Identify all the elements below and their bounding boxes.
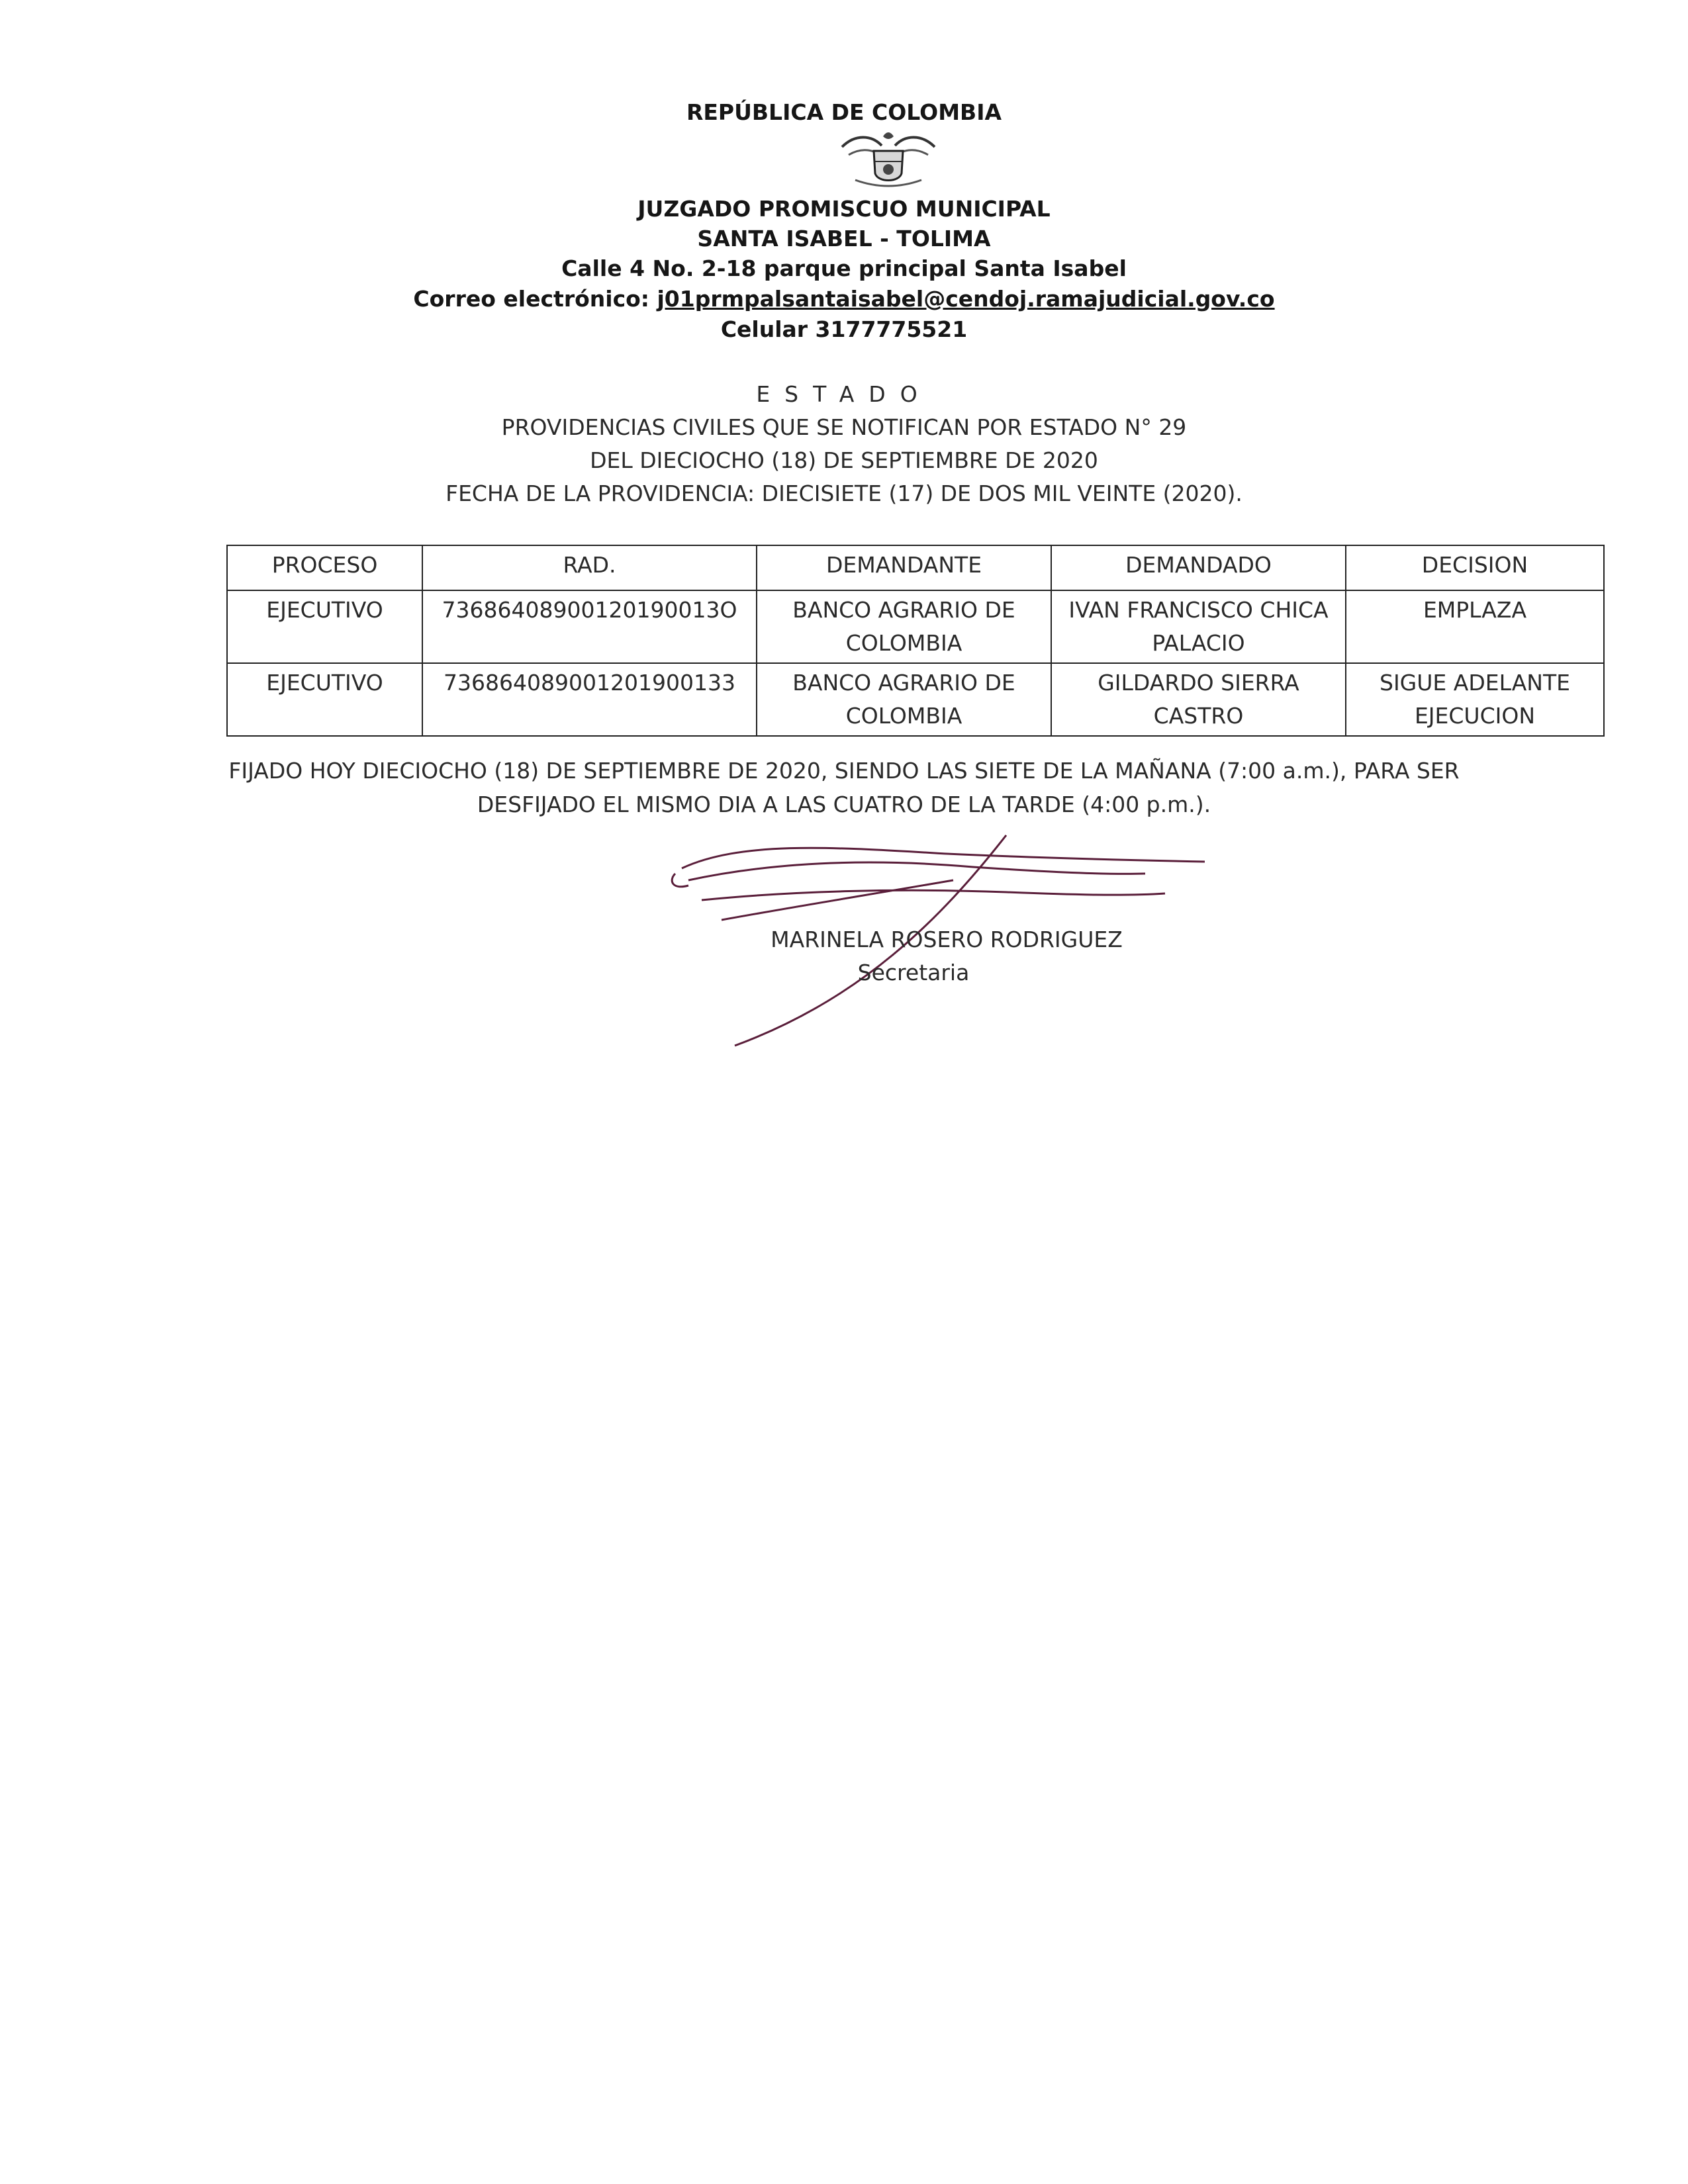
court-phone: Celular 3177775521 xyxy=(720,316,968,342)
court-name: JUZGADO PROMISCUO MUNICIPAL xyxy=(637,196,1051,222)
cell-proceso: EJECUTIVO xyxy=(227,590,422,663)
estado-title: ESTADO xyxy=(756,381,932,407)
email-label: Correo electrónico: xyxy=(413,286,657,312)
notification-table xyxy=(226,545,1605,737)
table-row xyxy=(227,590,1604,663)
country-title: REPÚBLICA DE COLOMBIA xyxy=(686,99,1002,125)
coat-of-arms-icon xyxy=(835,127,941,193)
estado-line-1: PROVIDENCIAS CIVILES QUE SE NOTIFICAN POR ESTADO N° 29 xyxy=(501,414,1187,440)
court-address: Calle 4 No. 2-18 parque principal Santa Isabel xyxy=(561,255,1127,281)
cell-decision: SIGUE ADELANTE EJECUCION xyxy=(1346,663,1604,736)
column-header-demandante: DEMANDANTE xyxy=(757,545,1051,590)
fijado-line-2: DESFIJADO EL MISMO DIA A LAS CUATRO DE LA TARDE (4:00 p.m.). xyxy=(477,792,1211,817)
fijado-line-1: FIJADO HOY DIECIOCHO (18) DE SEPTIEMBRE DE 2020, SIENDO LAS SIETE DE LA MAÑANA (7:00 a.m.), PARA SER xyxy=(228,758,1460,784)
table-header-row xyxy=(227,545,1604,590)
cell-demandante: BANCO AGRARIO DE COLOMBIA xyxy=(757,663,1051,736)
cell-demandado: GILDARDO SIERRA CASTRO xyxy=(1051,663,1346,736)
table-row xyxy=(227,663,1604,736)
court-city: SANTA ISABEL - TOLIMA xyxy=(697,226,991,251)
email-line xyxy=(0,286,1688,312)
cell-rad: 736864089001201900133 xyxy=(422,663,757,736)
column-header-rad: RAD. xyxy=(422,545,757,590)
cell-rad: 73686408900120190013O xyxy=(422,590,757,663)
cell-proceso: EJECUTIVO xyxy=(227,663,422,736)
estado-line-2: DEL DIECIOCHO (18) DE SEPTIEMBRE DE 2020 xyxy=(590,447,1098,473)
column-header-demandado: DEMANDADO xyxy=(1051,545,1346,590)
cell-decision: EMPLAZA xyxy=(1346,590,1604,663)
estado-line-3: FECHA DE LA PROVIDENCIA: DIECISIETE (17) DE DOS MIL VEINTE (2020). xyxy=(445,480,1243,506)
signer-role: Secretaria xyxy=(857,960,970,985)
cell-demandante: BANCO AGRARIO DE COLOMBIA xyxy=(757,590,1051,663)
email-link[interactable]: j01prmpalsantaisabel@cendoj.ramajudicial.gov.co xyxy=(657,286,1275,312)
column-header-proceso: PROCESO xyxy=(227,545,422,590)
cell-demandado: IVAN FRANCISCO CHICA PALACIO xyxy=(1051,590,1346,663)
column-header-decision: DECISION xyxy=(1346,545,1604,590)
signer-name: MARINELA ROSERO RODRIGUEZ xyxy=(771,927,1123,952)
